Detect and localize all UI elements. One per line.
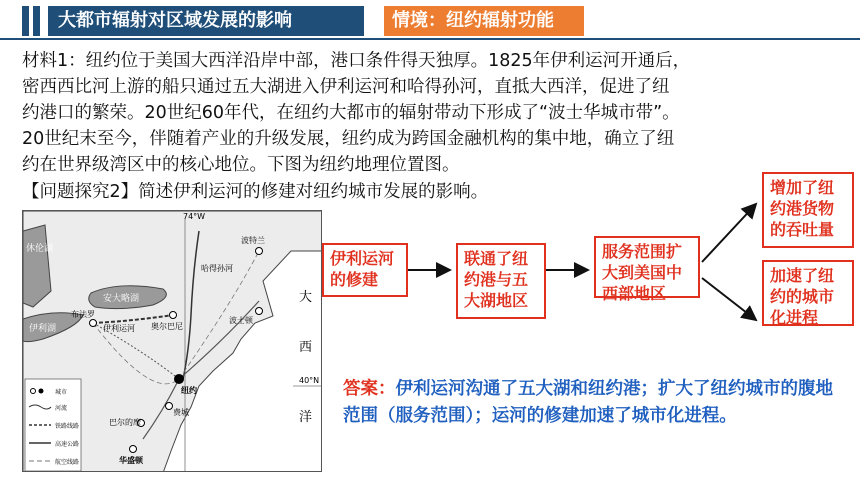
flow-result-urbanization: 加速了纽约的城市化进程: [762, 260, 854, 326]
flow-arrow-down: [702, 278, 756, 320]
header-stripe: [22, 6, 29, 36]
map-legend: [25, 379, 81, 471]
city-marker-albany: [170, 312, 177, 319]
albany-label: 奥尔巴尼: [151, 322, 183, 331]
city-marker-portland: [256, 248, 263, 255]
answer-text: [343, 376, 838, 430]
flow-result-throughput: 增加了纽约港货物的吞吐量: [762, 172, 854, 248]
header-divider: [0, 38, 860, 40]
answer-body: 伊利运河沟通了五大湖和纽约港；扩大了纽约城市的腹地范围（服务范围）；运河的修建加速了城市化进程。: [343, 379, 833, 426]
philadelphia-label: 费城: [173, 408, 189, 417]
erie-canal-label: 伊利运河: [103, 324, 135, 333]
portland-label: 波特兰: [241, 236, 265, 245]
map-svg: [23, 211, 322, 472]
city-marker-boston: [256, 308, 263, 315]
answer-label: 答案：: [343, 379, 396, 399]
header-stripe: [33, 6, 40, 36]
city-marker-philadelphia: [166, 403, 173, 410]
legend-railway: 铁路线路: [55, 423, 80, 430]
new-york-label: 纽约: [181, 386, 197, 395]
question-text: 【问题探究2】简述伊利运河的修建对纽约城市发展的影响。: [22, 182, 489, 202]
legend-river: 河流: [55, 405, 68, 412]
hudson-label: 哈得孙河: [201, 264, 233, 273]
context-badge: 情境：纽约辐射功能: [384, 6, 584, 36]
ocean-label-3: 洋: [299, 410, 313, 425]
flow-step-connect-great-lakes: 联通了纽约港与五大湖地区: [456, 243, 546, 319]
legend-city: 城市: [55, 389, 68, 396]
lake-erie-label: 伊利湖: [29, 324, 57, 334]
city-marker-washington: [130, 446, 137, 453]
new-york-location-map: [22, 210, 322, 472]
buffalo-label: 布法罗: [71, 310, 95, 319]
latitude-label: 40°N: [299, 376, 320, 385]
material-paragraph: 材料1：纽约位于美国大西洋沿岸中部，港口条件得天独厚。1825年伊利运河开通后， 密西西比河上游的船只通过五大湖进入伊利运河和哈得孙河，直抵大西洋，促进了纽 约港口的繁荣。20世纪60年代，在纽约大都市的辐射带动下形成了“波士华城市带”。 20世纪末至今，伴随着产业的升级发展，纽约成为跨国金融机构的集中地，确立了纽 约在世界级湾区中的核心地位。下图为纽约地理位置图。: [22, 51, 691, 175]
flow-step-erie-canal: 伊利运河的修建: [322, 243, 408, 297]
lake-huron-label: 休伦湖: [26, 244, 54, 254]
washington-label: 华盛顿: [119, 456, 143, 465]
boston-label: 波士顿: [229, 316, 253, 325]
city-marker-new-york: [175, 375, 184, 384]
longitude-label: 74°W: [183, 212, 206, 221]
ocean-label-2: 西: [299, 340, 313, 355]
legend-highway: 高速公路: [55, 441, 80, 448]
ocean-label-1: 大: [299, 290, 313, 305]
page-title: 大都市辐射对区域发展的影响: [48, 6, 364, 36]
city-marker-buffalo: [90, 320, 97, 327]
baltimore-label: 巴尔的摩: [109, 418, 141, 427]
flow-step-expand-service: 服务范围扩大到美国中西部地区: [594, 236, 700, 298]
lake-ontario-label: 安大略湖: [103, 294, 140, 304]
legend-air-route: 航空线路: [55, 459, 80, 466]
flow-arrow-up: [702, 204, 756, 262]
